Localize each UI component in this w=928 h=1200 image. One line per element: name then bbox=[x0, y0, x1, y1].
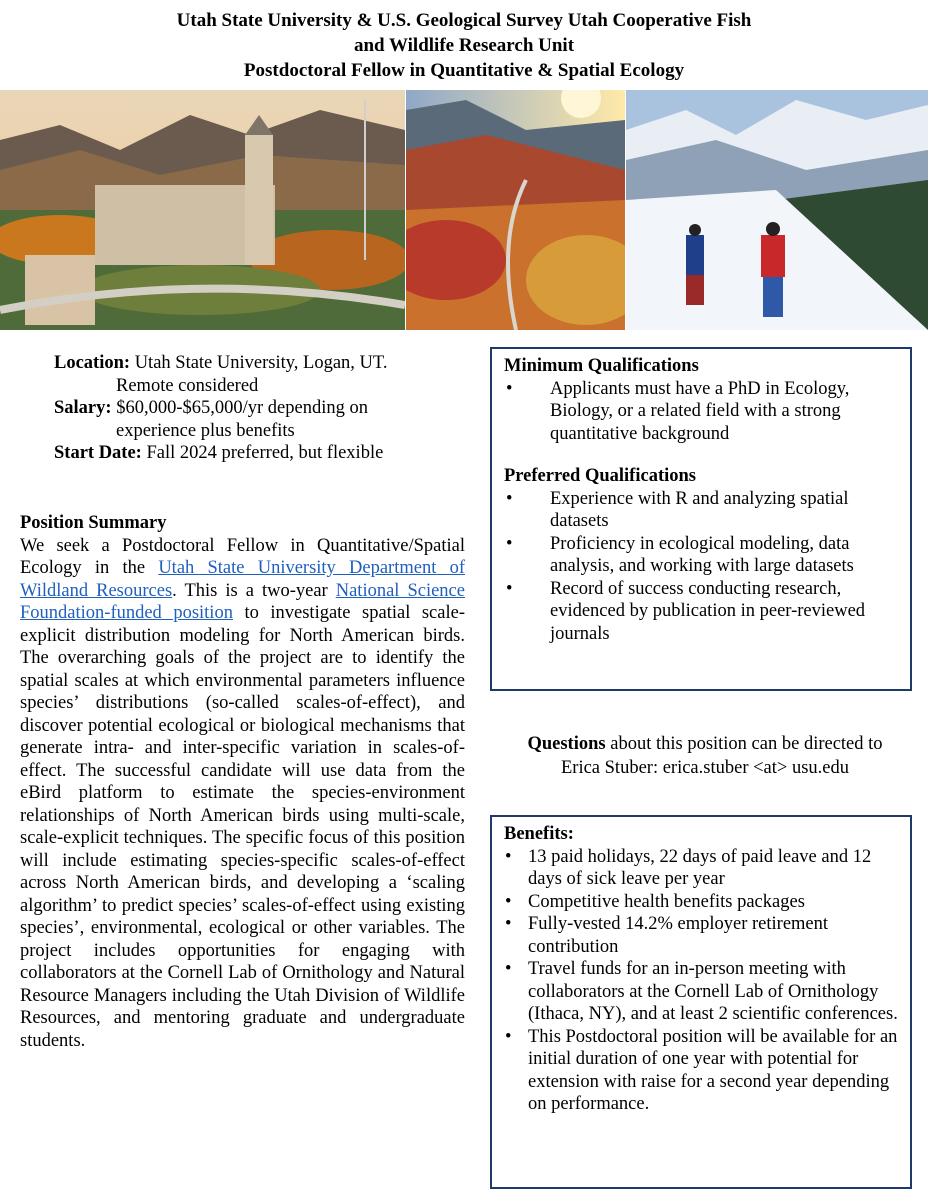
contact-email: Erica Stuber: erica.stuber <at> usu.edu bbox=[561, 758, 849, 778]
list-item: • Fully-vested 14.2% employer retirement contribution bbox=[505, 914, 829, 957]
list-item: • This Postdoctoral position will be available for an initial duration of one year with potential for extension with raise for a second year depending on performance. bbox=[505, 1026, 898, 1114]
nsf-position-link[interactable]: National Science Foundation-funded position bbox=[20, 580, 465, 623]
salary-value-2: experience plus benefits bbox=[116, 420, 295, 441]
header-line-1: Utah State University & U.S. Geological Survey Utah Cooperative Fish bbox=[176, 10, 752, 31]
header-line-2: and Wildlife Research Unit bbox=[353, 35, 575, 56]
summary-text-2: . This is a two-year bbox=[172, 580, 336, 601]
flyer-header bbox=[0, 8, 928, 83]
list-item: • Travel funds for an in-person meeting with collaborators at the Cornell Lab of Ornithology (Ithaca, NY), and at least 2 scientific conferences. bbox=[505, 959, 898, 1024]
salary-row bbox=[54, 397, 474, 420]
list-item: • Competitive health benefits packages bbox=[505, 891, 805, 912]
position-info bbox=[54, 352, 474, 465]
campus-photo bbox=[0, 90, 405, 330]
start-date-row bbox=[54, 442, 474, 465]
start-date-value: Fall 2024 preferred, but flexible bbox=[146, 443, 384, 463]
list-item: • Record of success conducting research, evidenced by publication in peer-reviewed journals bbox=[506, 578, 866, 644]
min-qualifications-title: Minimum Qualifications bbox=[504, 356, 699, 376]
location-value: Utah State University, Logan, UT. bbox=[134, 353, 388, 373]
list-item: • Applicants must have a PhD in Ecology, Biology, or a related field with a strong quantitative background bbox=[506, 378, 850, 444]
questions-text: about this position can be directed to bbox=[605, 734, 883, 754]
start-date-label: Start Date: bbox=[54, 443, 142, 463]
header-line-3: Postdoctoral Fellow in Quantitative & Spatial Ecology bbox=[243, 60, 685, 81]
pref-qualifications-list bbox=[504, 488, 898, 646]
position-summary bbox=[20, 512, 465, 1052]
min-qualifications-list bbox=[504, 378, 898, 446]
summary-body bbox=[20, 535, 465, 1053]
wildland-resources-link[interactable]: Utah State University Department of Wildland Resources bbox=[20, 558, 465, 601]
salary-label: Salary: bbox=[54, 398, 112, 418]
summary-text-3: to investigate spatial scale-explicit distribution modeling for North American birds. The overarching goals of the project are to identify the spatial scales at which environmental parameters influence species’ distributions (so-called scales-of-effect), and discover potential ecological or biological mechanisms that generate intra- and inter-specific variation in scales-of-effect. The successful candidate will use data from the eBird platform to estimate the species-environment relationships of North American birds using multi-scale, scale-explicit techniques. The specific focus of this position will include estimating species-specific scales-of-effect across North American birds, and developing a ‘scaling algorithm’ to predict species’ scales-of-effect using existing species’, environmental, ecological or other variables. The project includes opportunities for engaging with collaborators at the Cornell Lab of Ornithology and Natural Resource Managers including the Utah Division of Wildlife Resources, and mentoring graduate and undergraduate students. bbox=[20, 603, 465, 1051]
ski-photo bbox=[626, 90, 928, 330]
photo-strip bbox=[0, 90, 928, 330]
salary-value: $60,000-$65,000/yr depending on bbox=[116, 398, 368, 418]
canyon-photo bbox=[406, 90, 625, 330]
benefits-list bbox=[504, 846, 898, 1116]
qualifications-box bbox=[490, 347, 912, 691]
list-item: • 13 paid holidays, 22 days of paid leave and 12 days of sick leave per year bbox=[505, 846, 872, 889]
questions-contact bbox=[490, 732, 920, 780]
questions-bold: Questions bbox=[527, 734, 606, 754]
summary-text-1: We seek a Postdoctoral Fellow in Quantitative/Spatial Ecology in the bbox=[20, 535, 465, 578]
benefits-title: Benefits: bbox=[504, 824, 574, 844]
location-value-2: Remote considered bbox=[116, 375, 259, 396]
benefits-box bbox=[490, 815, 912, 1189]
location-row bbox=[54, 352, 474, 375]
list-item: • Proficiency in ecological modeling, data analysis, and working with large datasets bbox=[506, 533, 854, 576]
pref-qualifications-title: Preferred Qualifications bbox=[504, 466, 696, 486]
summary-title: Position Summary bbox=[20, 513, 167, 533]
location-label: Location: bbox=[54, 353, 131, 373]
list-item: • Experience with R and analyzing spatial datasets bbox=[506, 488, 849, 531]
